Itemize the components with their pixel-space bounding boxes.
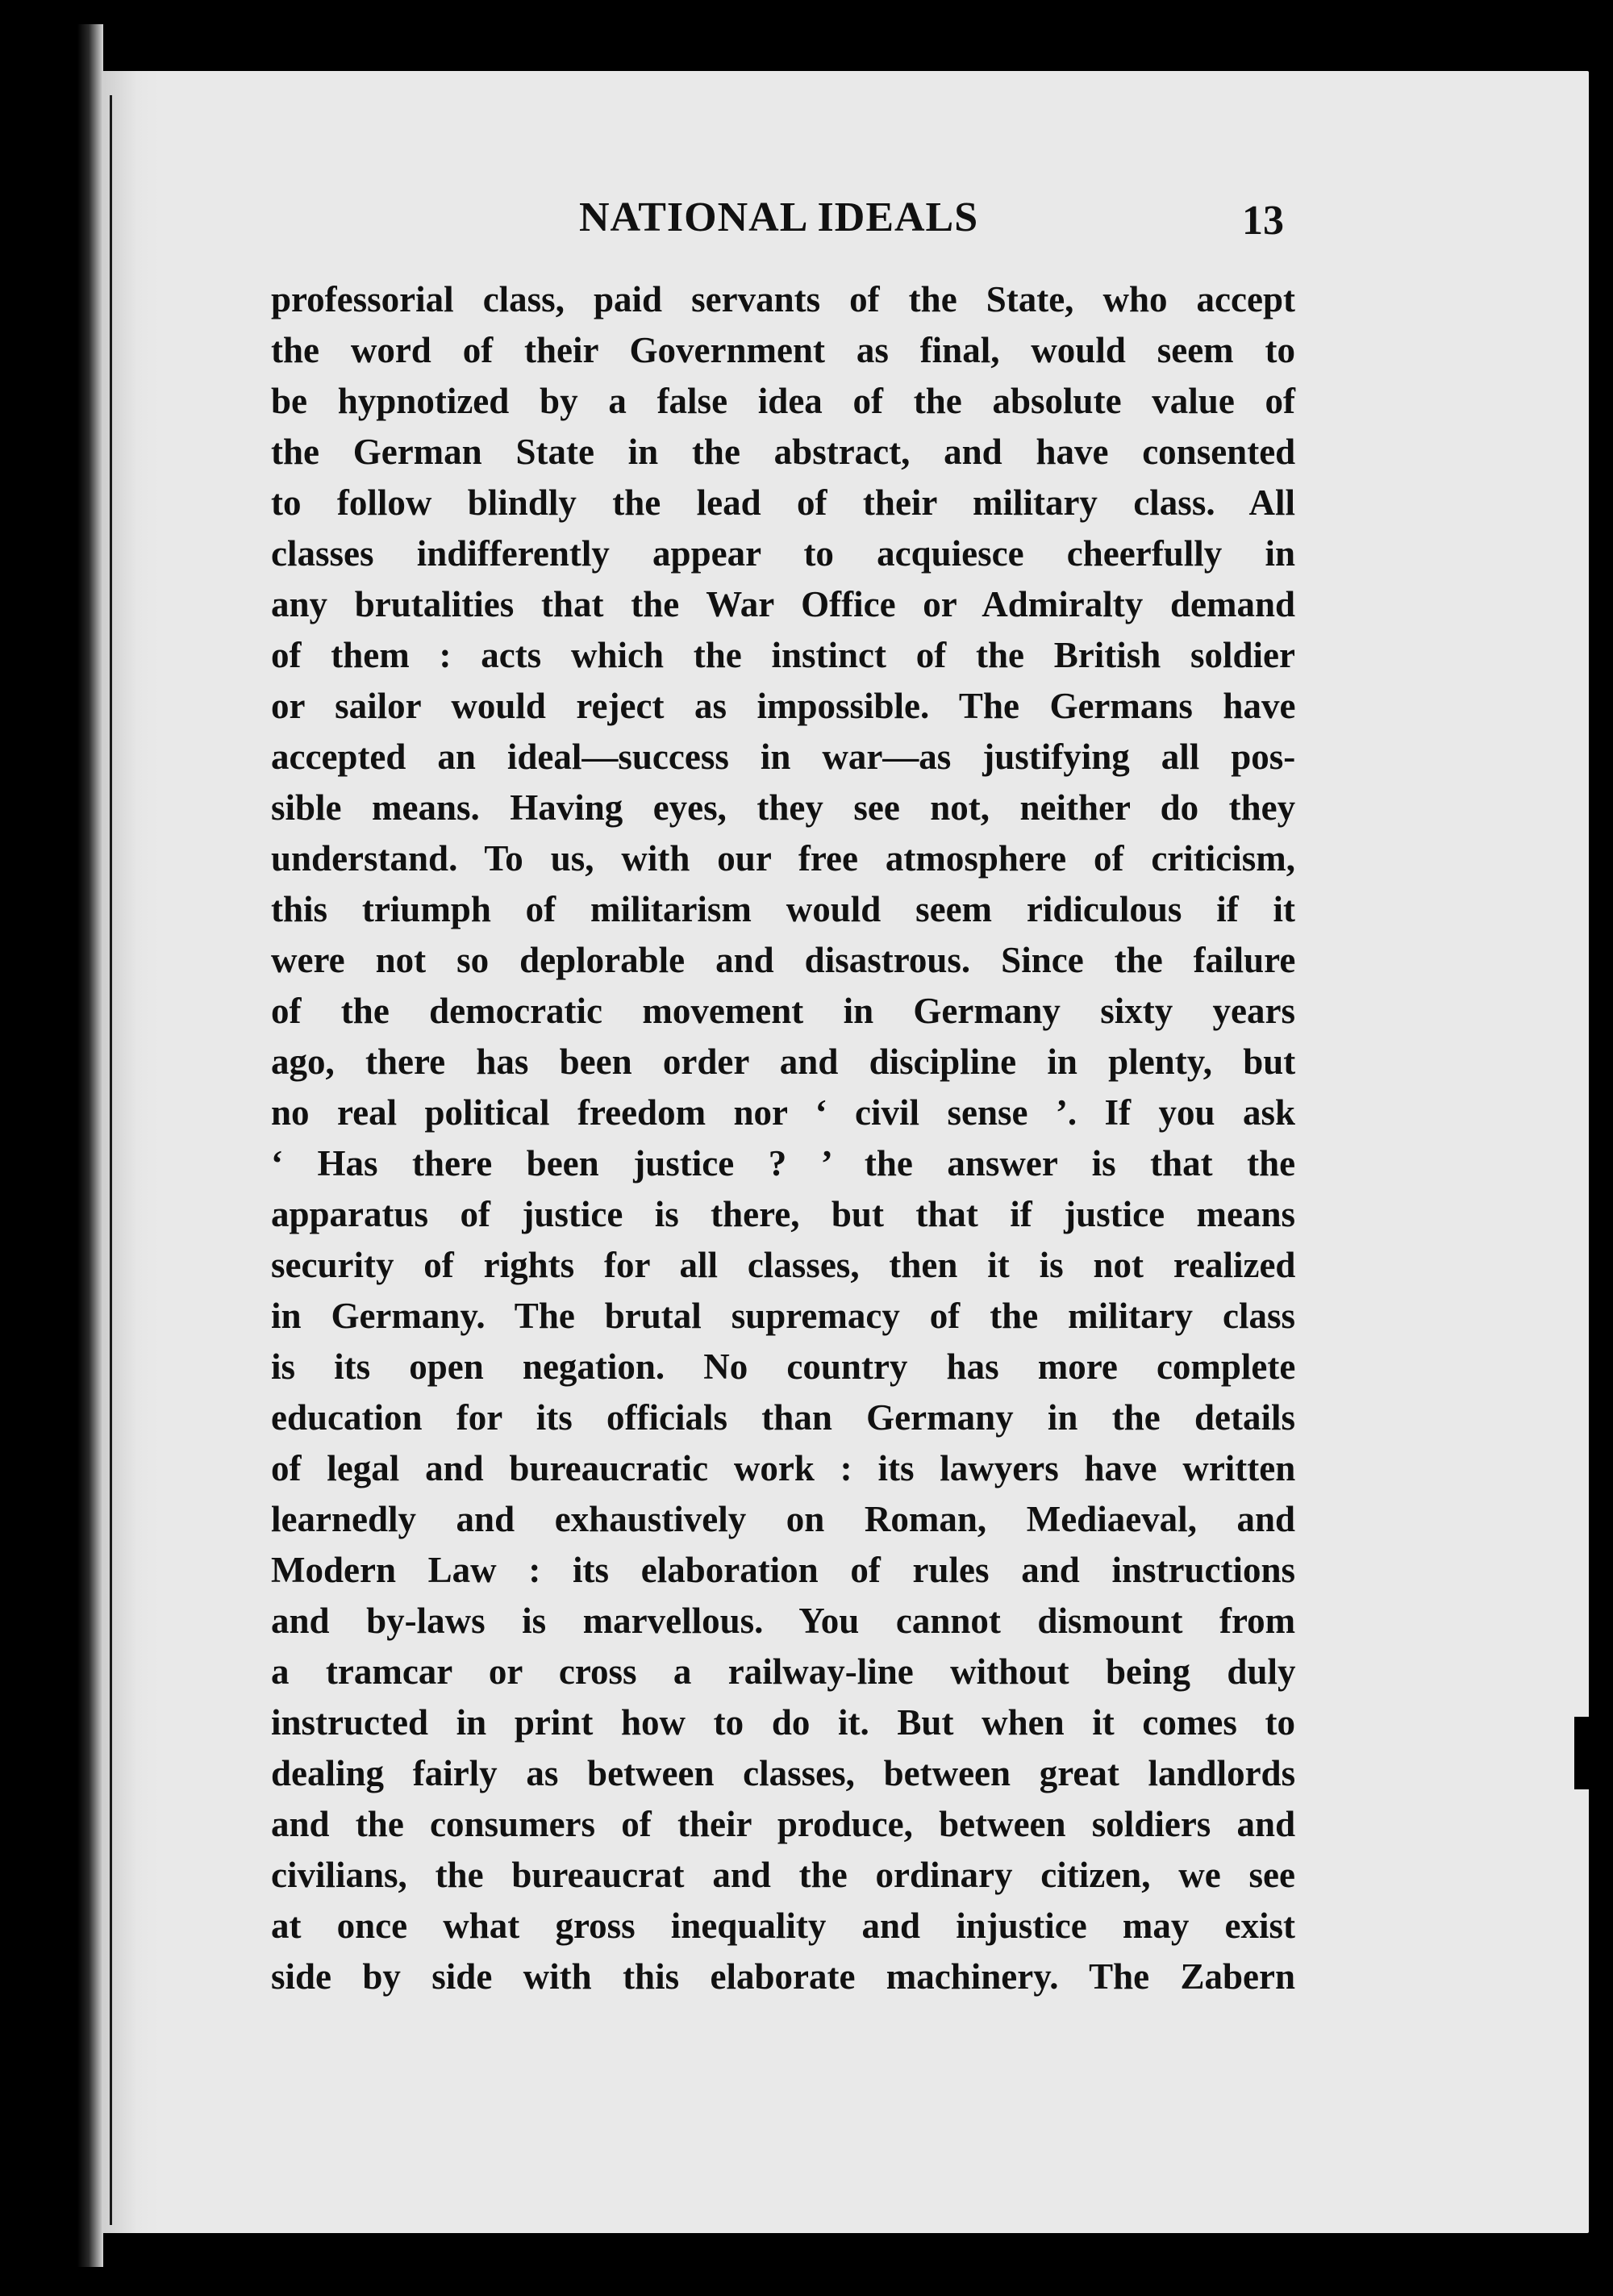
text-line: is its open negation. No country has more complete <box>271 1346 1296 1387</box>
text-line: were not so deplorable and disastrous. Since the failure <box>271 940 1296 980</box>
text-line: of legal and bureaucratic work : its lawyers have written <box>271 1448 1296 1488</box>
text-line: Modern Law : its elaboration of rules and instructions <box>271 1550 1295 1590</box>
text-line: learnedly and exhaustively on Roman, Mediaeval, and <box>271 1499 1296 1539</box>
body-text <box>271 274 1295 2002</box>
page-edge-mark <box>1574 1717 1589 1789</box>
text-line: understand. To us, with our free atmosphere of criticism, <box>271 838 1295 879</box>
text-line: of the democratic movement in Germany sixty years <box>271 991 1295 1031</box>
text-line: a tramcar or cross a railway-line without being duly <box>271 1651 1296 1692</box>
spine-line <box>110 95 112 2225</box>
text-line: side by side with this elaborate machinery. The Zabern <box>271 1956 1295 1997</box>
text-line: civilians, the bureaucrat and the ordinary citizen, we see <box>271 1855 1295 1895</box>
text-line: be hypnotized by a false idea of the absolute value of <box>271 381 1296 421</box>
running-title: NATIONAL IDEALS <box>579 194 979 240</box>
text-line: dealing fairly as between classes, between great landlords <box>271 1753 1296 1793</box>
text-line: no real political freedom nor ‘ civil sense ’. If you ask <box>271 1092 1295 1133</box>
text-line: to follow blindly the lead of their military class. All <box>271 482 1295 523</box>
text-line: at once what gross inequality and injustice may exist <box>271 1906 1295 1946</box>
text-line: professorial class, paid servants of the State, who accept <box>271 279 1295 319</box>
text-line: ago, there has been order and discipline in plenty, but <box>271 1042 1296 1082</box>
text-line: or sailor would reject as impossible. The Germans have <box>271 686 1296 726</box>
text-line: accepted an ideal—success in war—as justifying all pos- <box>271 737 1296 777</box>
text-line: ‘ Has there been justice ? ’ the answer is that the <box>271 1143 1296 1183</box>
page-number: 13 <box>1242 198 1284 244</box>
text-line: of them : acts which the instinct of the British soldier <box>271 635 1295 675</box>
text-line: in Germany. The brutal supremacy of the military class <box>271 1296 1295 1336</box>
text-line: this triumph of militarism would seem ridiculous if it <box>271 889 1295 929</box>
text-line: and by-laws is marvellous. You cannot dismount from <box>271 1601 1296 1641</box>
text-line: the word of their Government as final, would seem to <box>271 330 1295 370</box>
text-line: classes indifferently appear to acquiesce cheerfully in <box>271 533 1295 574</box>
text-line: education for its officials than Germany in the details <box>271 1397 1295 1438</box>
book-left-edge <box>0 24 103 2267</box>
page-header <box>274 194 1323 258</box>
text-line: any brutalities that the War Office or Admiralty demand <box>271 584 1295 624</box>
text-line: sible means. Having eyes, they see not, neither do they <box>271 787 1296 828</box>
text-line: and the consumers of their produce, between soldiers and <box>271 1804 1296 1844</box>
text-line: instructed in print how to do it. But when it comes to <box>271 1702 1295 1743</box>
text-line: the German State in the abstract, and have consented <box>271 432 1296 472</box>
text-line: apparatus of justice is there, but that if justice means <box>271 1194 1295 1234</box>
text-line: security of rights for all classes, then it is not realized <box>271 1245 1296 1285</box>
